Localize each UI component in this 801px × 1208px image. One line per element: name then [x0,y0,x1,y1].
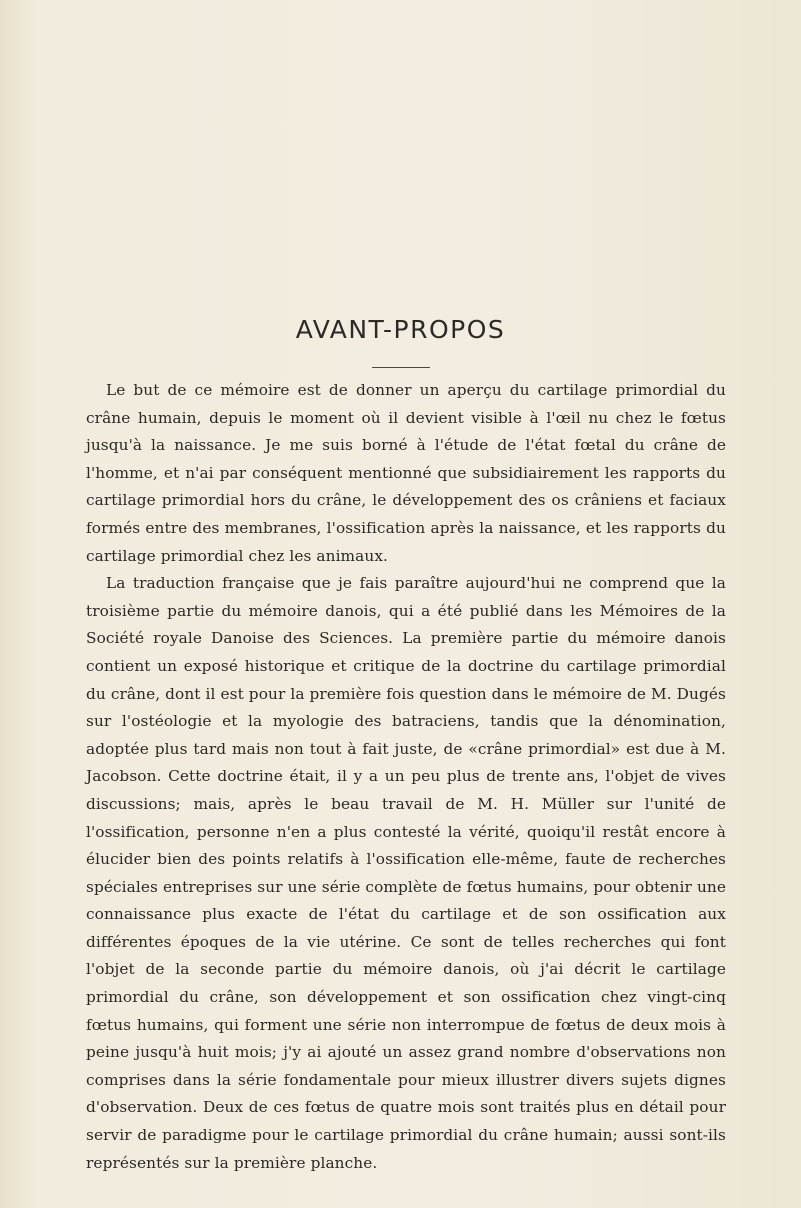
paragraph-1: Le but de ce mémoire est de donner un aperçu du cartilage primordial du crâne humain, depuis le moment où il devient visible à l'œil nu chez le fœtus jusqu'à la naissance. Je me suis borné à l'étude de l'état fœtal du crâne de l'homme, et n'ai par conséquent mentionné que subsidiairement les rapports du cartilage primordial hors du crâne, le développement des os crâniens et faciaux formés entre des membranes, l'ossification après la naissance, et les rapports du cartilage primordial chez les animaux. [86,381,726,565]
page-title: AVANT-PROPOS [295,315,506,344]
title-divider [372,367,430,368]
paragraph-2: La traduction française que je fais paraître aujourd'hui ne comprend que la troisième partie du mémoire danois, qui a été publié dans les Mémoires de la Société royale Danoise des Sciences. La première partie du mémoire danois contient un exposé historique et critique de la doctrine du cartilage primordial du crâne, dont il est pour la première fois question dans le mémoire de M. Dugés sur l'ostéologie et la myologie des batraciens, tandis que la dénomination, adoptée plus tard mais non tout à fait juste, de «crâne primordial» est due à M. Jacobson. Cette doctrine était, il y a un peu plus de trente ans, l'objet de vives discussions; mais, après le beau travail de M. H. Müller sur l'unité de l'ossification, personne n'en a plus contesté la vérité, quoiqu'il restât encore à élucider bien des points relatifs à l'ossification elle-même, faute de recherches spéciales entreprises sur une série complète de fœtus humains, pour obtenir une connaissance plus exacte de l'état du cartilage et de son ossification aux différentes époques de la vie utérine. Ce sont de telles recherches qui font l'objet de la seconde partie du mémoire danois, où j'ai décrit le cartilage primordial du crâne, son développement et son ossification chez vingt-cinq fœtus humains, qui forment une série non interrompue de fœtus de deux mois à peine jusqu'à huit mois; j'y ai ajouté un assez grand nombre d'observations non comprises dans la série fondamentale pour mieux illustrer divers sujets dignes d'observation. Deux de ces fœtus de quatre mois sont traités plus en détail pour servir de paradigme pour le cartilage primordial du crâne humain; aussi sont-ils représentés sur la première planche. [86,574,726,1172]
body-text [86,377,726,1177]
